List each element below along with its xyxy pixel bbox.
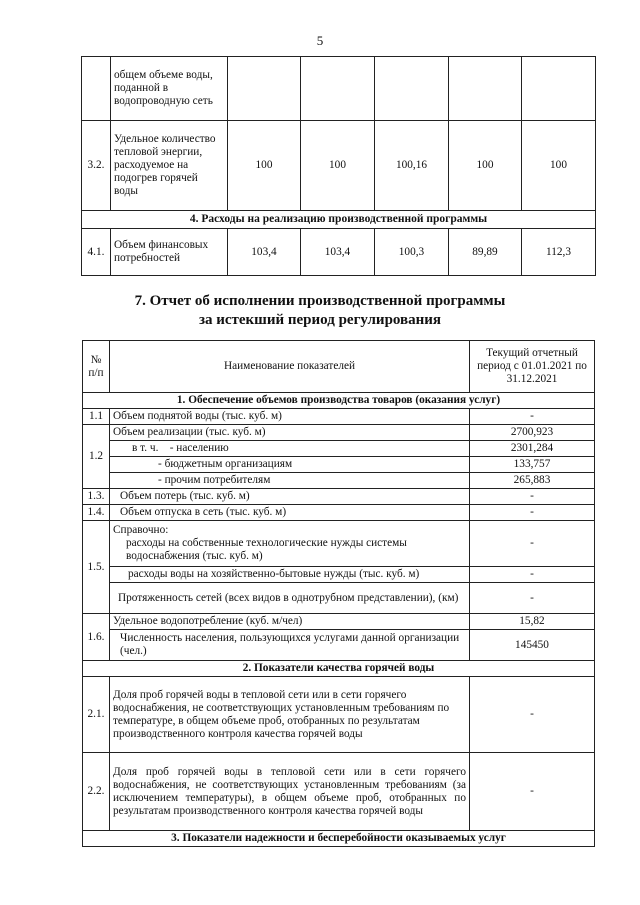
value-cell: 2700,923 [470,425,595,441]
value-cell: 100,16 [375,121,449,211]
table-row [83,521,595,567]
indicator-name [110,521,470,567]
indicator-name: Объем отпуска в сеть (тыс. куб. м) [110,505,470,521]
page-number: 5 [316,33,324,48]
row-number [82,57,111,121]
section-row [83,393,595,409]
section-row [83,661,595,677]
value-cell: - [470,583,595,614]
table-row [83,425,595,441]
value-cell: - [470,567,595,583]
indicator-name: Объем поднятой воды (тыс. куб. м) [110,409,470,425]
row-number: 1.3. [83,489,110,505]
table-row [83,457,595,473]
indicator-name: Удельное водопотребление (куб. м/чел) [110,614,470,630]
table-row [83,441,595,457]
table-row [83,630,595,661]
value-cell: - [470,677,595,753]
value-cell: - [470,505,595,521]
indicator-name: общем объеме воды, поданной в водопроводную сеть [111,57,228,121]
row-number: 4.1. [82,229,111,276]
value-cell: 133,757 [470,457,595,473]
value-cell: 15,82 [470,614,595,630]
value-cell: - [470,489,595,505]
row-number: 2.2. [83,753,110,831]
value-cell: 100 [449,121,522,211]
section-title: 1. Обеспечение объемов производства товаров (оказания услуг) [83,393,595,409]
column-header-name: Наименование показателей [110,341,470,393]
table-row [83,677,595,753]
value-cell: 100 [228,121,301,211]
table-row [82,57,596,121]
row-number: 3.2. [82,121,111,211]
value-cell: 100 [522,121,596,211]
value-cell: - [470,521,595,567]
column-header-period: Текущий отчетный период с 01.01.2021 по 31.12.2021 [470,341,595,393]
row-number: 1.6. [83,614,110,661]
section-heading-line-1: 7. Отчет об исполнении производственной программы [134,293,506,309]
row-number: 1.2 [83,425,110,489]
section-title: 4. Расходы на реализацию производственной программы [82,211,596,229]
indicator-name: Объем потерь (тыс. куб. м) [110,489,470,505]
value-cell: 103,4 [301,229,375,276]
section-heading-line-2: за истекший период регулирования [198,312,442,328]
row-number: 1.4. [83,505,110,521]
section-title: 3. Показатели надежности и бесперебойности оказываемых услуг [83,831,595,847]
indicator-name: Протяженность сетей (всех видов в однотрубном представлении), (км) [110,583,470,614]
table-row [83,567,595,583]
indicator-name: Удельное количество тепловой энергии, расходуемое на подогрев горячей воды [111,121,228,211]
table-row [83,473,595,489]
indicator-name: Численность населения, пользующихся услугами данной организации (чел.) [110,630,470,661]
value-cell: 89,89 [449,229,522,276]
value-cell: - [470,753,595,831]
table-row [83,489,595,505]
value-cell: 112,3 [522,229,596,276]
subitem-prefix: в т. ч. [132,442,159,454]
value-cell: 100 [301,121,375,211]
indicator-name: Объем финансовых потребностей [111,229,228,276]
indicator-name: Доля проб горячей воды в тепловой сети или в сети горячего водоснабжения, не соответствующих установленным требованиям по температуре, в общем объеме проб, отобранных по результатам производственного контроля качества горячей воды [110,677,470,753]
table-row [83,583,595,614]
value-cell: 265,883 [470,473,595,489]
reference-item: расходы на собственные технологические нужды системы водоснабжения (тыс. куб. м) [126,537,407,562]
indicator-name: Доля проб горячей воды в тепловой сети или в сети горячего водоснабжения, не соответствующих установленным требованиям (за исключением температуры), в общем объеме проб, отобранных по результатам производственного контроля качества горячей воды [110,753,470,831]
indicator-name [110,441,470,457]
program-execution-report-table [82,340,595,847]
table-row [82,121,596,211]
row-number: 1.5. [83,521,110,614]
row-number: 2.1. [83,677,110,753]
table-row [83,614,595,630]
row-number: 1.1 [83,409,110,425]
section-row [83,831,595,847]
value-cell: - [470,409,595,425]
value-cell: 2301,284 [470,441,595,457]
table-row [83,753,595,831]
header-row [83,341,595,393]
indicator-name: - прочим потребителям [110,473,470,489]
subitem-label: - населению [169,442,229,454]
section-title: 2. Показатели качества горячей воды [83,661,595,677]
table-row [83,409,595,425]
program-indicators-table-continued [81,56,596,276]
reference-label: Справочно: [113,524,169,536]
value-cell: 103,4 [228,229,301,276]
value-cell: 100,3 [375,229,449,276]
indicator-name: Объем реализации (тыс. куб. м) [110,425,470,441]
indicator-name: расходы воды на хозяйственно-бытовые нужды (тыс. куб. м) [110,567,470,583]
column-header-number: № п/п [83,341,110,393]
section-row [82,211,596,229]
table-row [82,229,596,276]
table-row [83,505,595,521]
value-cell: 145450 [470,630,595,661]
indicator-name: - бюджетным организациям [110,457,470,473]
